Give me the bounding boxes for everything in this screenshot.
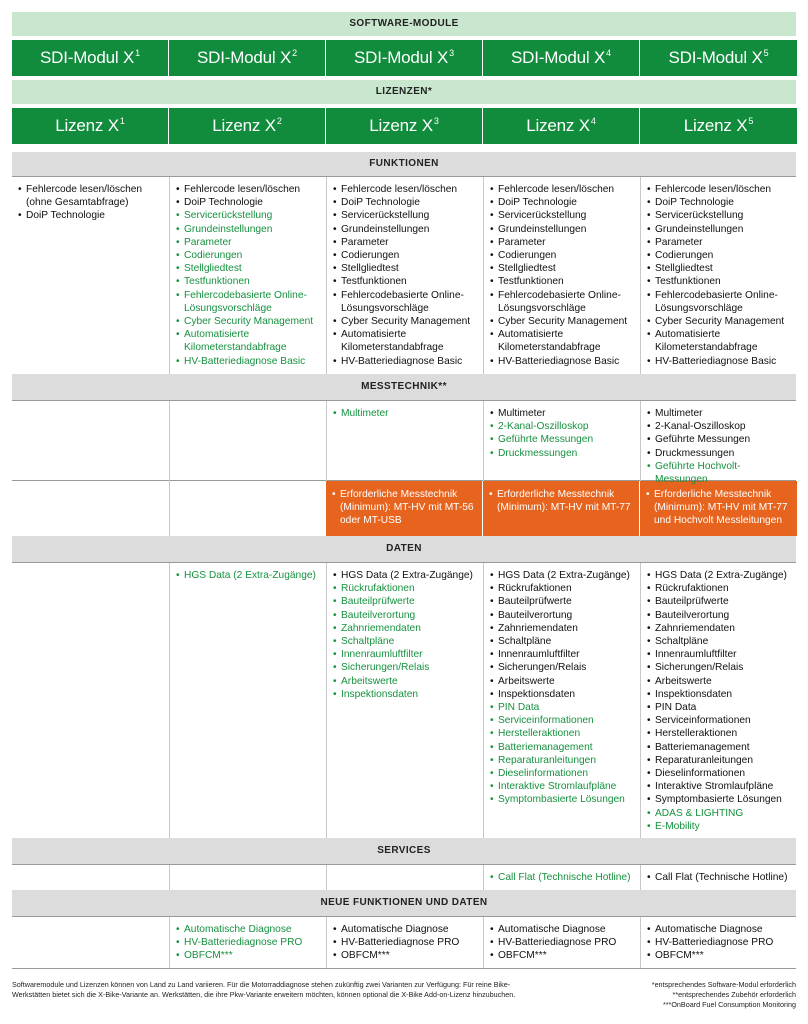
license-sup: 2 xyxy=(276,116,282,126)
license-x4 xyxy=(483,108,639,144)
list-item: • Zahnriemendaten xyxy=(647,622,793,635)
list-item: • Sicherungen/Relais xyxy=(490,661,635,674)
list-item: • Bauteilprüfwerte xyxy=(490,595,635,608)
feature-list xyxy=(647,407,793,486)
band-functions: FUNKTIONEN xyxy=(12,152,796,176)
feature-list xyxy=(18,183,164,223)
license-label: Lizenz X xyxy=(683,116,748,135)
list-item: • Dieselinformationen xyxy=(647,767,793,780)
footer-legend-line: **entsprechendes Zubehör erforderlich xyxy=(672,990,796,999)
license-label: Lizenz X xyxy=(55,116,119,135)
module-sup: 2 xyxy=(292,48,297,58)
list-item: • Testfunktionen xyxy=(176,275,321,288)
list-item: • Serviceinformationen xyxy=(490,714,635,727)
feature-list xyxy=(176,183,321,368)
list-item: • Schaltpläne xyxy=(647,635,793,648)
list-item: • Grundeinstellungen xyxy=(647,223,793,236)
list-item: • Reparaturanleitungen xyxy=(490,754,635,767)
list-item: • OBFCM*** xyxy=(176,949,321,962)
list-item: • DoiP Technologie xyxy=(490,196,635,209)
list-item: • Bauteilprüfwerte xyxy=(333,595,478,608)
list-item: • HV-Batteriediagnose Basic xyxy=(647,355,793,368)
newfeatures-cell-x4 xyxy=(483,917,639,968)
list-item: • Zahnriemendaten xyxy=(490,622,635,635)
list-item: • Parameter xyxy=(333,236,478,249)
feature-list xyxy=(490,923,635,963)
list-item: • Geführte Hochvolt-Messungen xyxy=(647,460,793,486)
new-features-row xyxy=(12,916,796,968)
required-text: • Erforderliche Messtechnik (Minimum): MT-HV mit MT-77 xyxy=(489,488,635,514)
list-item: • Multimeter xyxy=(490,407,635,420)
module-sup: 1 xyxy=(135,48,140,58)
list-item: • Geführte Messungen xyxy=(490,433,635,446)
list-item: • Druckmessungen xyxy=(647,447,793,460)
required-text: • Erforderliche Messtechnik (Minimum): MT-HV mit MT-56 oder MT-USB xyxy=(332,488,478,528)
list-item: • Servicerückstellung xyxy=(647,209,793,222)
license-x1 xyxy=(12,108,168,144)
list-item: • Fehlercodebasierte Online-Lösungsvorschläge xyxy=(490,289,635,315)
license-sup: 1 xyxy=(119,116,125,126)
required-empty-1 xyxy=(12,481,168,536)
list-item: • Testfunktionen xyxy=(490,275,635,288)
list-item: • Arbeitswerte xyxy=(333,675,478,688)
feature-list xyxy=(647,569,793,833)
measurement-row xyxy=(12,400,796,486)
list-item: • HV-Batteriediagnose Basic xyxy=(176,355,321,368)
list-item: • Fehlercode lesen/löschen xyxy=(333,183,478,196)
module-label: SDI-Modul X xyxy=(511,48,606,67)
list-item: • Herstelleraktionen xyxy=(647,727,793,740)
list-item: • Codierungen xyxy=(647,249,793,262)
functions-cell-x2 xyxy=(169,177,325,374)
list-item: • Inspektionsdaten xyxy=(647,688,793,701)
module-label: SDI-Modul X xyxy=(354,48,449,67)
list-item: • HGS Data (2 Extra-Zugänge) xyxy=(333,569,478,582)
list-item: • Arbeitswerte xyxy=(490,675,635,688)
list-item: • E-Mobility xyxy=(647,820,793,833)
license-x3 xyxy=(326,108,482,144)
list-item: • Codierungen xyxy=(490,249,635,262)
list-item: • Inspektionsdaten xyxy=(490,688,635,701)
measurement-cell-x2 xyxy=(169,401,325,490)
measurement-cell-x4 xyxy=(483,401,639,490)
list-item: • Druckmessungen xyxy=(490,447,635,460)
list-item: • Cyber Security Management xyxy=(333,315,478,328)
module-sup: 5 xyxy=(763,48,769,58)
list-item: • Grundeinstellungen xyxy=(176,223,321,236)
data-cell-x1 xyxy=(12,563,168,838)
feature-list xyxy=(647,871,793,884)
list-item: • Fehlercode lesen/löschen xyxy=(490,183,635,196)
list-item: • Fehlercode lesen/löschen xyxy=(176,183,321,196)
feature-list xyxy=(647,923,793,963)
list-item: • Call Flat (Technische Hotline) xyxy=(647,871,793,884)
list-item: • Sicherungen/Relais xyxy=(647,661,793,674)
footer-legend-line: *entsprechendes Software-Modul erforderlich xyxy=(651,980,796,989)
list-item: • Schaltpläne xyxy=(333,635,478,648)
module-x2 xyxy=(169,40,325,76)
list-item: • DoiP Technologie xyxy=(176,196,321,209)
license-label: Lizenz X xyxy=(526,116,590,135)
list-item: • Reparaturanleitungen xyxy=(647,754,793,767)
comparison-table xyxy=(12,12,796,969)
list-item: • Bauteilverortung xyxy=(647,609,793,622)
list-item: • Automatisierte Kilometerstandabfrage xyxy=(176,328,321,354)
license-sup: 4 xyxy=(590,116,596,126)
newfeatures-cell-x1 xyxy=(12,917,168,968)
list-item: • Interaktive Stromlaufpläne xyxy=(647,780,793,793)
functions-cell-x1 xyxy=(12,177,168,374)
list-item: • Automatische Diagnose xyxy=(490,923,635,936)
services-row xyxy=(12,864,796,890)
list-item: • Testfunktionen xyxy=(647,275,793,288)
list-item: • Fehlercodebasierte Online-Lösungsvorschläge xyxy=(647,289,793,315)
list-item: • Automatische Diagnose xyxy=(333,923,478,936)
data-cell-x2 xyxy=(169,563,325,838)
list-item: • 2-Kanal-Oszilloskop xyxy=(647,420,793,433)
list-item: • Servicerückstellung xyxy=(176,209,321,222)
footer-note-line: Werkstätten bietet sich die X-Bike-Variante an. Werkstätten, die ihre Pkw-Variante erweitern möchten, können optional die X-Bike Add-on-Lizenz hinzubuchen. xyxy=(12,990,516,999)
license-label: Lizenz X xyxy=(212,116,276,135)
feature-list xyxy=(333,569,478,701)
list-item: • Rückrufaktionen xyxy=(490,582,635,595)
feature-list xyxy=(333,923,478,963)
license-row xyxy=(12,108,796,144)
list-item: • Herstelleraktionen xyxy=(490,727,635,740)
list-item: • Stellgliedtest xyxy=(176,262,321,275)
list-item: • Batteriemanagement xyxy=(490,741,635,754)
list-item: • DoiP Technologie xyxy=(647,196,793,209)
measurement-cell-x3 xyxy=(326,401,482,490)
list-item: • Serviceinformationen xyxy=(647,714,793,727)
data-cell-x4 xyxy=(483,563,639,838)
newfeatures-cell-x2 xyxy=(169,917,325,968)
footer-legend xyxy=(652,980,796,1010)
list-item: • Automatische Diagnose xyxy=(176,923,321,936)
list-item: • Grundeinstellungen xyxy=(490,223,635,236)
data-row xyxy=(12,562,796,838)
list-item: • HV-Batteriediagnose PRO xyxy=(176,936,321,949)
feature-list xyxy=(490,569,635,807)
list-item: • Dieselinformationen xyxy=(490,767,635,780)
list-item: • HV-Batteriediagnose PRO xyxy=(490,936,635,949)
measurement-cell-x5 xyxy=(640,401,797,490)
services-cell-x5 xyxy=(640,865,797,890)
feature-list xyxy=(490,871,635,884)
list-item: • HGS Data (2 Extra-Zugänge) xyxy=(647,569,793,582)
band-data: DATEN xyxy=(12,536,796,562)
module-sup: 4 xyxy=(606,48,611,58)
module-label: SDI-Modul X xyxy=(668,48,763,67)
list-item: • HV-Batteriediagnose PRO xyxy=(333,936,478,949)
list-item: • Zahnriemendaten xyxy=(333,622,478,635)
list-item: • PIN Data xyxy=(647,701,793,714)
data-cell-x3 xyxy=(326,563,482,838)
list-item: • Innenraumluftfilter xyxy=(333,648,478,661)
list-item: • HV-Batteriediagnose Basic xyxy=(490,355,635,368)
services-cell-x2 xyxy=(169,865,325,890)
band-licenses: LIZENZEN* xyxy=(12,80,796,104)
list-item: • Automatische Diagnose xyxy=(647,923,793,936)
required-text: • Erforderliche Messtechnik (Minimum): MT-HV mit MT-77 und Hochvolt Messleitungen xyxy=(646,488,793,528)
list-item: • Fehlercode lesen/löschen xyxy=(647,183,793,196)
services-cell-x3 xyxy=(326,865,482,890)
list-item: • Cyber Security Management xyxy=(490,315,635,328)
newfeatures-cell-x3 xyxy=(326,917,482,968)
functions-row xyxy=(12,176,796,374)
module-sup: 3 xyxy=(449,48,454,58)
list-item: • HV-Batteriediagnose PRO xyxy=(647,936,793,949)
list-item: • Symptombasierte Lösungen xyxy=(647,793,793,806)
functions-cell-x3 xyxy=(326,177,482,374)
list-item: • HGS Data (2 Extra-Zugänge) xyxy=(176,569,321,582)
functions-cell-x4 xyxy=(483,177,639,374)
list-item: • Bauteilprüfwerte xyxy=(647,595,793,608)
list-item: • OBFCM*** xyxy=(333,949,478,962)
newfeatures-cell-x5 xyxy=(640,917,797,968)
list-item: • Fehlercodebasierte Online-Lösungsvorschläge xyxy=(333,289,478,315)
required-x5 xyxy=(640,481,797,536)
list-item: • Automatisierte Kilometerstandabfrage xyxy=(490,328,635,354)
list-item: • Bauteilverortung xyxy=(333,609,478,622)
module-x4 xyxy=(483,40,639,76)
module-label: SDI-Modul X xyxy=(197,48,292,67)
module-label: SDI-Modul X xyxy=(40,48,135,67)
list-item: • Parameter xyxy=(176,236,321,249)
list-item: • Parameter xyxy=(647,236,793,249)
list-item: • Cyber Security Management xyxy=(176,315,321,328)
required-empty-2 xyxy=(169,481,325,536)
feature-list xyxy=(490,183,635,368)
license-sup: 3 xyxy=(433,116,439,126)
list-item: • PIN Data xyxy=(490,701,635,714)
list-item: • Fehlercode lesen/löschen (ohne Gesamtabfrage) xyxy=(18,183,164,209)
list-item: • Innenraumluftfilter xyxy=(490,648,635,661)
footer-legend-line: ***OnBoard Fuel Consumption Monitoring xyxy=(662,1000,796,1009)
required-x3 xyxy=(326,481,482,536)
module-x3 xyxy=(326,40,482,76)
feature-list xyxy=(333,183,478,368)
license-sup: 5 xyxy=(748,116,754,126)
list-item: • Automatisierte Kilometerstandabfrage xyxy=(647,328,793,354)
functions-cell-x5 xyxy=(640,177,797,374)
list-item: • DoiP Technologie xyxy=(18,209,164,222)
list-item: • Servicerückstellung xyxy=(333,209,478,222)
footer-note xyxy=(12,980,612,1000)
feature-list xyxy=(490,407,635,460)
license-x2 xyxy=(169,108,325,144)
list-item: • Call Flat (Technische Hotline) xyxy=(490,871,635,884)
band-services: SERVICES xyxy=(12,838,796,864)
list-item: • Grundeinstellungen xyxy=(333,223,478,236)
list-item: • DoiP Technologie xyxy=(333,196,478,209)
list-item: • Codierungen xyxy=(333,249,478,262)
band-new-features: NEUE FUNKTIONEN UND DATEN xyxy=(12,890,796,916)
band-measurement: MESSTECHNIK** xyxy=(12,374,796,400)
feature-list xyxy=(333,407,478,420)
required-measurement-row xyxy=(12,480,796,536)
list-item: • Fehlercodebasierte Online-Lösungsvorschläge xyxy=(176,289,321,315)
module-x5 xyxy=(640,40,797,76)
list-item: • Multimeter xyxy=(333,407,478,420)
list-item: • Interaktive Stromlaufpläne xyxy=(490,780,635,793)
module-row xyxy=(12,40,796,76)
license-label: Lizenz X xyxy=(369,116,433,135)
list-item: • Cyber Security Management xyxy=(647,315,793,328)
list-item: • Inspektionsdaten xyxy=(333,688,478,701)
required-x4 xyxy=(483,481,639,536)
list-item: • Schaltpläne xyxy=(490,635,635,648)
feature-list xyxy=(176,569,321,582)
list-item: • Stellgliedtest xyxy=(647,262,793,275)
list-item: • 2-Kanal-Oszilloskop xyxy=(490,420,635,433)
list-item: • Rückrufaktionen xyxy=(647,582,793,595)
license-x5 xyxy=(640,108,797,144)
services-cell-x1 xyxy=(12,865,168,890)
list-item: • Arbeitswerte xyxy=(647,675,793,688)
list-item: • Batteriemanagement xyxy=(647,741,793,754)
list-item: • HV-Batteriediagnose Basic xyxy=(333,355,478,368)
footer-note-line: Softwaremodule und Lizenzen können von Land zu Land variieren. Für die Motorraddiagnose stehen zukünftig zwei Varianten zur Verfügung: Für reine Bike- xyxy=(12,980,511,989)
list-item: • Stellgliedtest xyxy=(333,262,478,275)
feature-list xyxy=(647,183,793,368)
list-item: • Innenraumluftfilter xyxy=(647,648,793,661)
feature-list xyxy=(176,923,321,963)
list-item: • Geführte Messungen xyxy=(647,433,793,446)
list-item: • Stellgliedtest xyxy=(490,262,635,275)
list-item: • Codierungen xyxy=(176,249,321,262)
list-item: • Bauteilverortung xyxy=(490,609,635,622)
list-item: • Symptombasierte Lösungen xyxy=(490,793,635,806)
services-cell-x4 xyxy=(483,865,639,890)
list-item: • Testfunktionen xyxy=(333,275,478,288)
list-item: • HGS Data (2 Extra-Zugänge) xyxy=(490,569,635,582)
list-item: • Sicherungen/Relais xyxy=(333,661,478,674)
list-item: • OBFCM*** xyxy=(490,949,635,962)
data-cell-x5 xyxy=(640,563,797,838)
list-item: • ADAS & LIGHTING xyxy=(647,807,793,820)
measurement-cell-x1 xyxy=(12,401,168,490)
list-item: • Parameter xyxy=(490,236,635,249)
list-item: • OBFCM*** xyxy=(647,949,793,962)
band-software-modules: SOFTWARE-MODULE xyxy=(12,12,796,36)
list-item: • Multimeter xyxy=(647,407,793,420)
list-item: • Servicerückstellung xyxy=(490,209,635,222)
module-x1 xyxy=(12,40,168,76)
list-item: • Automatisierte Kilometerstandabfrage xyxy=(333,328,478,354)
list-item: • Rückrufaktionen xyxy=(333,582,478,595)
